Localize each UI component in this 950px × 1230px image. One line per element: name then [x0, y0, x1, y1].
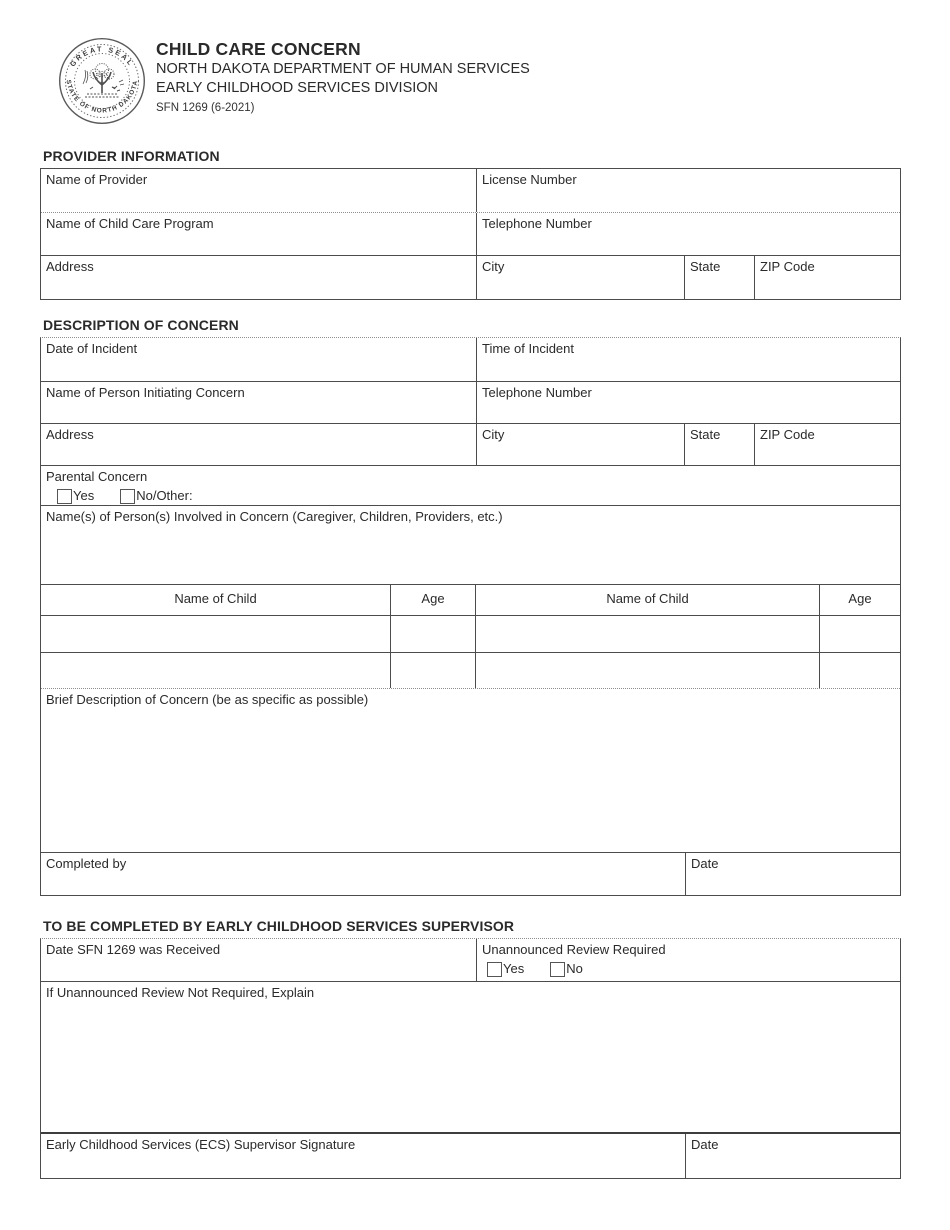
- form-division: EARLY CHILDHOOD SERVICES DIVISION: [156, 80, 439, 96]
- initiator-phone-label: Telephone Number: [482, 385, 592, 400]
- incident-time-field[interactable]: [476, 338, 900, 381]
- child-name-header-1: Name of Child: [174, 591, 257, 606]
- persons-involved-field[interactable]: [41, 506, 900, 584]
- license-number-field[interactable]: [476, 169, 900, 212]
- explain-label: If Unannounced Review Not Required, Explain: [46, 985, 315, 1000]
- child-age-cell-r2c1[interactable]: [390, 653, 475, 688]
- provider-state-label: State: [690, 259, 721, 274]
- initiator-city-label: City: [482, 427, 505, 442]
- brief-description-label: Brief Description of Concern (be as specific as possible): [46, 692, 369, 707]
- date-received-field[interactable]: [41, 939, 476, 981]
- initiator-zip-label: ZIP Code: [760, 427, 815, 442]
- parental-concern-label: Parental Concern: [46, 469, 148, 484]
- child-name-header-2: Name of Child: [475, 585, 819, 615]
- license-number-label: License Number: [482, 172, 577, 187]
- child-name-cell-r1c1[interactable]: [41, 616, 390, 652]
- provider-table: [40, 168, 901, 300]
- unannounced-review-label: Unannounced Review Required: [482, 942, 666, 957]
- svg-text:GREAT SEAL: GREAT SEAL: [67, 44, 137, 69]
- provider-zip-label: ZIP Code: [760, 259, 815, 274]
- concern-section-heading: DESCRIPTION OF CONCERN: [43, 317, 239, 333]
- initiator-address-field[interactable]: [41, 424, 476, 465]
- form-header: [57, 37, 901, 127]
- initiator-zip-field[interactable]: [754, 424, 900, 465]
- completed-date-field[interactable]: [685, 853, 900, 895]
- supervisor-table: [40, 938, 901, 1179]
- child-name-cell-r2c2[interactable]: [475, 653, 819, 688]
- svg-text:STATE OF NORTH DAKOTA: STATE OF NORTH DAKOTA: [64, 79, 140, 115]
- initiator-address-label: Address: [46, 427, 94, 442]
- child-age-header-1: Age: [390, 585, 475, 615]
- unannounced-review-field: [476, 939, 900, 981]
- parental-no-other-label: No/Other:: [136, 488, 193, 503]
- initiator-state-label: State: [690, 427, 721, 442]
- initiator-city-field[interactable]: [476, 424, 684, 465]
- review-yes-label: Yes: [503, 961, 525, 976]
- provider-address-field[interactable]: [41, 256, 476, 299]
- provider-city-field[interactable]: [476, 256, 684, 299]
- explain-field[interactable]: [41, 982, 900, 1132]
- form-department: NORTH DAKOTA DEPARTMENT OF HUMAN SERVICES: [156, 61, 530, 77]
- child-age-cell-r1c1[interactable]: [390, 616, 475, 652]
- review-no-checkbox[interactable]: [550, 962, 565, 977]
- incident-time-label: Time of Incident: [482, 341, 575, 356]
- provider-city-label: City: [482, 259, 505, 274]
- child-name-cell-r1c2[interactable]: [475, 616, 819, 652]
- parental-yes-label: Yes: [73, 488, 95, 503]
- persons-involved-label: Name(s) of Person(s) Involved in Concern (Caregiver, Children, Providers, etc.): [46, 509, 503, 524]
- form-number: SFN 1269 (6-2021): [156, 102, 255, 114]
- date-received-label: Date SFN 1269 was Received: [46, 942, 221, 957]
- provider-state-field[interactable]: [684, 256, 754, 299]
- program-name-label: Name of Child Care Program: [46, 216, 214, 231]
- provider-name-field[interactable]: [41, 169, 476, 212]
- brief-description-field[interactable]: [41, 689, 900, 852]
- child-name-cell-r2c1[interactable]: [41, 653, 390, 688]
- parental-concern-field: [41, 466, 900, 505]
- child-age-cell-r2c2[interactable]: [819, 653, 900, 688]
- provider-address-label: Address: [46, 259, 94, 274]
- completed-by-label: Completed by: [46, 856, 127, 871]
- initiator-phone-field[interactable]: [476, 382, 900, 423]
- supervisor-section-heading: TO BE COMPLETED BY EARLY CHILDHOOD SERVICES SUPERVISOR: [43, 918, 515, 934]
- provider-section-heading: PROVIDER INFORMATION: [43, 148, 220, 164]
- supervisor-date-label: Date: [691, 1137, 719, 1152]
- initiator-state-field[interactable]: [684, 424, 754, 465]
- review-no-label: No: [566, 961, 583, 976]
- completed-by-field[interactable]: [41, 853, 685, 895]
- child-age-cell-r1c2[interactable]: [819, 616, 900, 652]
- supervisor-date-field[interactable]: [685, 1134, 900, 1178]
- incident-date-field[interactable]: [41, 338, 476, 381]
- provider-phone-label: Telephone Number: [482, 216, 592, 231]
- initiator-name-field[interactable]: [41, 382, 476, 423]
- north-dakota-state-seal-icon: [57, 37, 147, 125]
- initiator-name-label: Name of Person Initiating Concern: [46, 385, 245, 400]
- program-name-field[interactable]: [41, 213, 476, 255]
- provider-zip-field[interactable]: [754, 256, 900, 299]
- completed-date-label: Date: [691, 856, 719, 871]
- incident-date-label: Date of Incident: [46, 341, 138, 356]
- supervisor-signature-field[interactable]: [41, 1134, 685, 1178]
- child-age-header-2: Age: [819, 585, 900, 615]
- supervisor-signature-label: Early Childhood Services (ECS) Supervisor Signature: [46, 1137, 356, 1152]
- parental-no-other-checkbox[interactable]: [120, 489, 135, 504]
- form-title: CHILD CARE CONCERN: [156, 39, 361, 59]
- concern-table: [40, 337, 901, 896]
- provider-phone-field[interactable]: [476, 213, 900, 255]
- parental-yes-checkbox[interactable]: [57, 489, 72, 504]
- provider-name-label: Name of Provider: [46, 172, 148, 187]
- review-yes-checkbox[interactable]: [487, 962, 502, 977]
